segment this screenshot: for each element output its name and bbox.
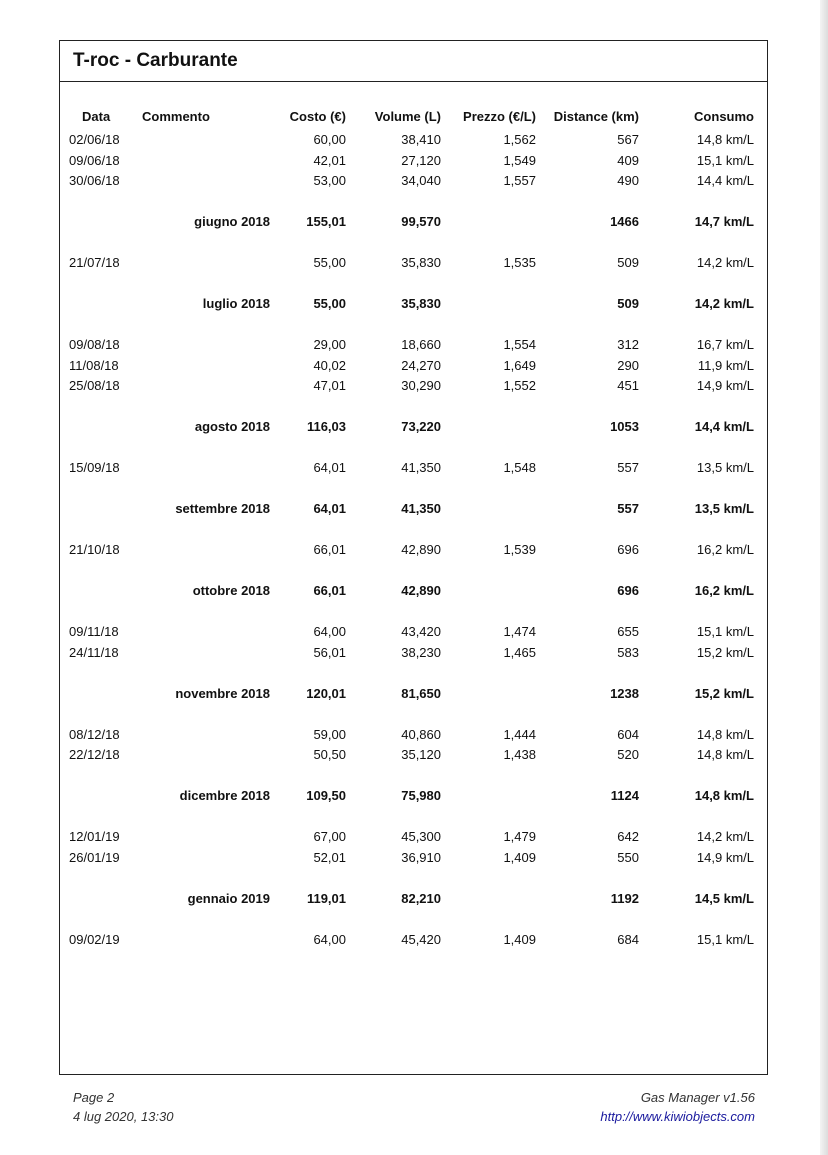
date-cell: 09/06/18 (69, 152, 120, 168)
consumo-cell: 15,2 km/L (696, 644, 754, 660)
volume-cell: 41,350 (401, 460, 441, 475)
prezzo-cell: 1,535 (503, 255, 536, 270)
website-link[interactable]: http://www.kiwiobjects.com (600, 1109, 755, 1124)
month-total-row (60, 888, 767, 909)
date-cell: 15/09/18 (69, 460, 120, 475)
distance-cell: 520 (617, 747, 639, 762)
distance-cell: 490 (617, 173, 639, 188)
volume-cell: 81,650 (401, 685, 441, 701)
table-row (60, 170, 767, 191)
spacer-row (60, 396, 767, 417)
volume-cell: 34,040 (401, 173, 441, 188)
consumo-cell: 11,9 km/L (697, 357, 754, 373)
costo-cell: 67,00 (313, 829, 346, 844)
table-row (60, 539, 767, 560)
costo-cell: 64,00 (313, 931, 346, 947)
volume-cell: 42,890 (401, 583, 441, 598)
costo-cell: 155,01 (306, 214, 346, 229)
month-total-row (60, 785, 767, 806)
spacer-row (60, 908, 767, 929)
footer-right (600, 1088, 755, 1126)
consumo-cell: 14,8 km/L (694, 788, 754, 803)
spacer-row (60, 560, 767, 581)
consumo-cell: 14,2 km/L (694, 296, 754, 311)
spacer-row (60, 519, 767, 540)
table-row (60, 375, 767, 396)
prezzo-cell: 1,562 (503, 132, 536, 147)
table-row (60, 826, 767, 847)
header-commento: Commento (142, 109, 210, 124)
spacer-row (60, 437, 767, 458)
prezzo-cell: 1,444 (503, 726, 536, 742)
costo-cell: 116,03 (306, 419, 346, 434)
volume-cell: 42,890 (401, 542, 441, 557)
consumo-cell: 14,2 km/L (696, 829, 754, 844)
prezzo-cell: 1,479 (503, 829, 536, 844)
costo-cell: 66,01 (313, 542, 346, 557)
volume-cell: 30,290 (401, 378, 441, 393)
distance-cell: 557 (617, 460, 639, 475)
volume-cell: 24,270 (401, 357, 441, 373)
table-row (60, 929, 767, 950)
prezzo-cell: 1,465 (503, 644, 536, 660)
volume-cell: 41,350 (401, 501, 441, 516)
spacer-row (60, 478, 767, 499)
spacer-row (60, 703, 767, 724)
month-total-row (60, 416, 767, 437)
volume-cell: 99,570 (401, 214, 441, 229)
consumo-cell: 14,5 km/L (694, 890, 754, 906)
consumo-cell: 14,8 km/L (696, 132, 754, 147)
costo-cell: 60,00 (313, 132, 346, 147)
report-title: T-roc - Carburante (60, 41, 767, 82)
distance-cell: 696 (617, 583, 639, 598)
month-label: dicembre 2018 (179, 788, 270, 803)
distance-cell: 1192 (610, 890, 639, 906)
spacer-row (60, 806, 767, 827)
costo-cell: 42,01 (313, 152, 346, 168)
date-cell: 22/12/18 (69, 747, 120, 762)
spacer-row (60, 191, 767, 212)
footer-left (73, 1088, 173, 1126)
month-label: ottobre 2018 (192, 583, 270, 598)
spacer-row (60, 662, 767, 683)
distance-cell: 696 (617, 542, 639, 557)
costo-cell: 120,01 (306, 685, 346, 701)
prezzo-cell: 1,649 (503, 357, 536, 373)
costo-cell: 50,50 (313, 747, 346, 762)
month-label: giugno 2018 (194, 214, 270, 229)
app-version: Gas Manager v1.56 (640, 1090, 755, 1105)
costo-cell: 64,01 (313, 460, 346, 475)
distance-cell: 1053 (610, 419, 639, 434)
distance-cell: 655 (617, 624, 639, 639)
distance-cell: 604 (617, 726, 639, 742)
costo-cell: 52,01 (313, 849, 346, 865)
date-cell: 08/12/18 (69, 726, 120, 742)
date-cell: 30/06/18 (69, 173, 120, 188)
distance-cell: 567 (617, 132, 639, 147)
fuel-table (60, 82, 767, 949)
table-row (60, 724, 767, 745)
date-cell: 21/10/18 (69, 542, 120, 557)
costo-cell: 109,50 (306, 788, 346, 803)
table-header (60, 82, 767, 129)
costo-cell: 119,01 (306, 890, 346, 906)
prezzo-cell: 1,438 (503, 747, 536, 762)
volume-cell: 75,980 (401, 788, 441, 803)
consumo-cell: 14,8 km/L (696, 726, 754, 742)
print-datetime: 4 lug 2020, 13:30 (73, 1109, 174, 1124)
prezzo-cell: 1,552 (503, 378, 536, 393)
distance-cell: 509 (617, 255, 639, 270)
distance-cell: 451 (617, 378, 639, 393)
volume-cell: 38,230 (401, 644, 441, 660)
spacer-row (60, 232, 767, 253)
costo-cell: 59,00 (313, 726, 346, 742)
volume-cell: 40,860 (401, 726, 441, 742)
spacer-row (60, 273, 767, 294)
prezzo-cell: 1,548 (503, 460, 536, 475)
prezzo-cell: 1,409 (503, 931, 536, 947)
distance-cell: 509 (617, 296, 639, 311)
table-row (60, 847, 767, 868)
month-total-row (60, 293, 767, 314)
table-row (60, 642, 767, 663)
table-row (60, 129, 767, 150)
distance-cell: 1466 (610, 214, 639, 229)
distance-cell: 1238 (610, 685, 639, 701)
volume-cell: 36,910 (401, 849, 441, 865)
prezzo-cell: 1,554 (503, 337, 536, 352)
month-total-row (60, 211, 767, 232)
consumo-cell: 16,7 km/L (696, 337, 754, 352)
distance-cell: 642 (617, 829, 639, 844)
consumo-cell: 14,7 km/L (694, 214, 754, 229)
month-total-row (60, 683, 767, 704)
consumo-cell: 15,1 km/L (696, 624, 754, 639)
prezzo-cell: 1,549 (503, 152, 536, 168)
date-cell: 25/08/18 (69, 378, 120, 393)
distance-cell: 409 (617, 152, 639, 168)
consumo-cell: 14,8 km/L (696, 747, 754, 762)
prezzo-cell: 1,557 (503, 173, 536, 188)
prezzo-cell: 1,474 (503, 624, 536, 639)
consumo-cell: 16,2 km/L (696, 542, 754, 557)
date-cell: 21/07/18 (69, 255, 120, 270)
costo-cell: 64,00 (313, 624, 346, 639)
costo-cell: 53,00 (313, 173, 346, 188)
month-label: gennaio 2019 (187, 890, 270, 906)
consumo-cell: 15,2 km/L (694, 685, 754, 701)
header-consumo: Consumo (694, 109, 754, 124)
date-cell: 09/08/18 (69, 337, 120, 352)
month-label: agosto 2018 (194, 419, 270, 434)
volume-cell: 38,410 (401, 132, 441, 147)
consumo-cell: 14,4 km/L (694, 419, 754, 434)
report-frame (59, 40, 768, 1075)
volume-cell: 35,830 (401, 296, 441, 311)
table-row (60, 457, 767, 478)
prezzo-cell: 1,409 (503, 849, 536, 865)
costo-cell: 40,02 (313, 357, 346, 373)
table-row (60, 150, 767, 171)
date-cell: 09/02/19 (69, 931, 120, 947)
volume-cell: 18,660 (401, 337, 441, 352)
distance-cell: 557 (617, 501, 639, 516)
month-label: luglio 2018 (202, 296, 270, 311)
page-number: Page 2 (73, 1090, 115, 1105)
date-cell: 12/01/19 (69, 829, 120, 844)
month-label: novembre 2018 (175, 685, 270, 701)
costo-cell: 55,00 (313, 255, 346, 270)
date-cell: 11/08/18 (69, 357, 119, 373)
header-volume: Volume (L) (374, 109, 441, 124)
date-cell: 02/06/18 (69, 132, 120, 147)
costo-cell: 66,01 (313, 583, 346, 598)
month-label: settembre 2018 (175, 501, 270, 516)
spacer-row (60, 601, 767, 622)
date-cell: 09/11/18 (69, 624, 119, 639)
month-total-row (60, 498, 767, 519)
table-row (60, 744, 767, 765)
table-row (60, 252, 767, 273)
distance-cell: 1124 (610, 788, 639, 803)
consumo-cell: 14,4 km/L (696, 173, 754, 188)
volume-cell: 45,300 (401, 829, 441, 844)
consumo-cell: 13,5 km/L (694, 501, 754, 516)
distance-cell: 684 (617, 931, 639, 947)
spacer-row (60, 765, 767, 786)
table-row (60, 621, 767, 642)
volume-cell: 35,120 (401, 747, 441, 762)
volume-cell: 27,120 (401, 152, 441, 168)
consumo-cell: 14,9 km/L (696, 378, 754, 393)
prezzo-cell: 1,539 (503, 542, 536, 557)
distance-cell: 312 (617, 337, 639, 352)
date-cell: 24/11/18 (69, 644, 119, 660)
consumo-cell: 14,2 km/L (696, 255, 754, 270)
distance-cell: 550 (617, 849, 639, 865)
consumo-cell: 15,1 km/L (696, 931, 754, 947)
consumo-cell: 15,1 km/L (696, 152, 754, 168)
consumo-cell: 16,2 km/L (694, 583, 754, 598)
page-edge-shadow (820, 0, 828, 1155)
costo-cell: 55,00 (313, 296, 346, 311)
costo-cell: 56,01 (313, 644, 346, 660)
table-row (60, 355, 767, 376)
volume-cell: 82,210 (401, 890, 441, 906)
date-cell: 26/01/19 (69, 849, 120, 865)
header-prezzo: Prezzo (€/L) (463, 109, 536, 124)
header-distance: Distance (km) (553, 109, 639, 124)
volume-cell: 43,420 (401, 624, 441, 639)
volume-cell: 35,830 (401, 255, 441, 270)
table-row (60, 334, 767, 355)
spacer-row (60, 867, 767, 888)
header-costo: Costo (€) (289, 109, 346, 124)
volume-cell: 45,420 (401, 931, 441, 947)
header-data: Data (82, 109, 111, 124)
distance-cell: 290 (617, 357, 639, 373)
spacer-row (60, 314, 767, 335)
consumo-cell: 13,5 km/L (696, 460, 754, 475)
distance-cell: 583 (617, 644, 639, 660)
costo-cell: 29,00 (313, 337, 346, 352)
costo-cell: 64,01 (313, 501, 346, 516)
volume-cell: 73,220 (401, 419, 441, 434)
costo-cell: 47,01 (313, 378, 346, 393)
month-total-row (60, 580, 767, 601)
consumo-cell: 14,9 km/L (696, 849, 754, 865)
